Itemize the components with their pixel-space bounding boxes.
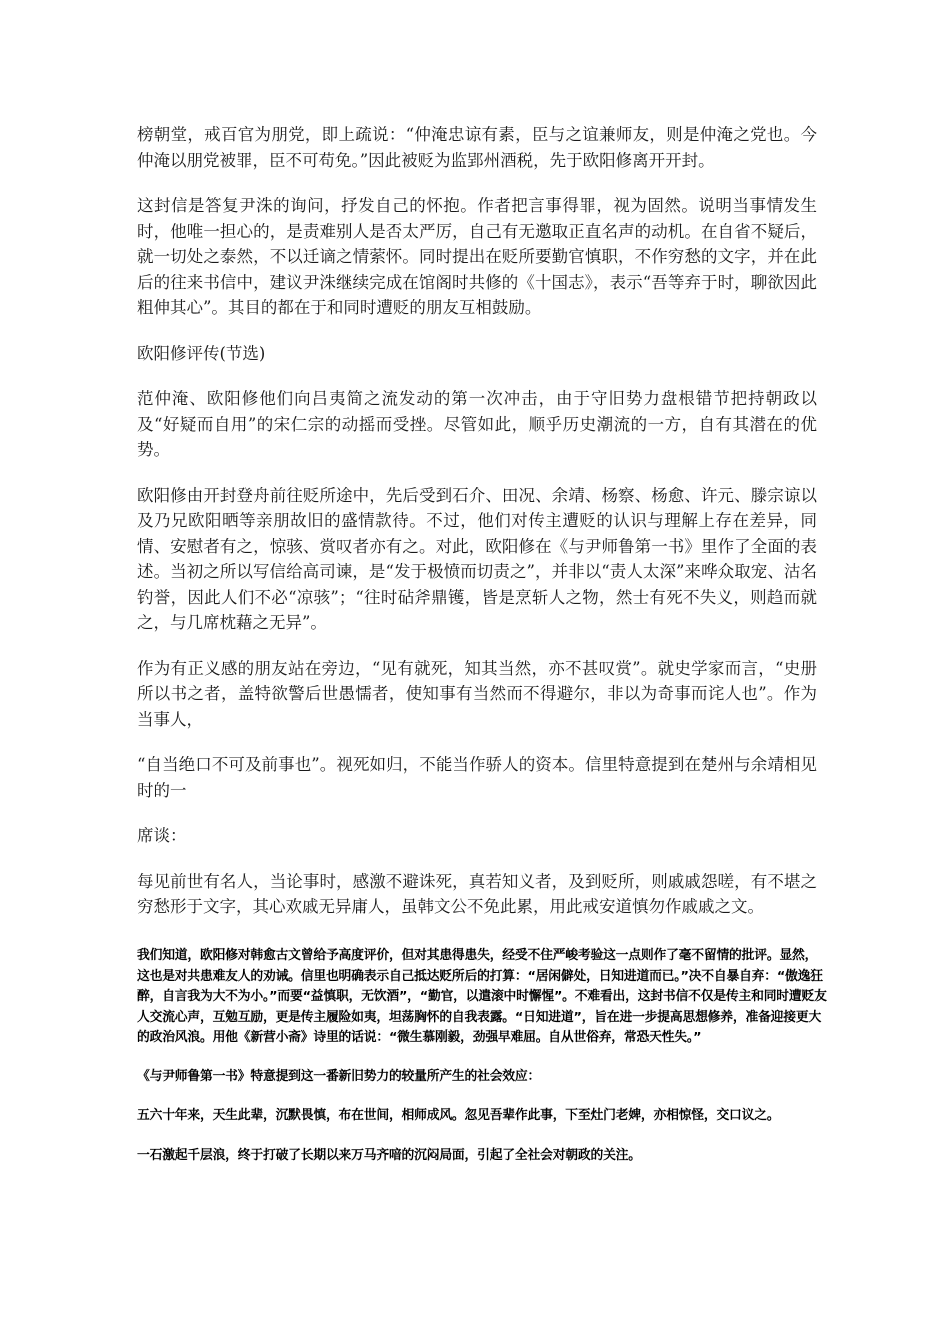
paragraph-3: 范仲淹、欧阳修他们向吕夷简之流发动的第一次冲击，由于守旧势力盘根错节把持朝政以及“好疑而自用”的宋仁宗的动摇而受挫。尽管如此，顺乎历史潮流的一方，自有其潜在的优势。	[137, 389, 817, 459]
paragraph-6: “自当绝口不可及前事也”。视死如归，不能当作骄人的资本。信里特意提到在楚州与余靖相见时的一	[137, 755, 817, 800]
scanned-paragraph-2: 《与尹师鲁第一书》特意提到这一番新旧势力的较量所产生的社会效应：	[137, 1068, 541, 1084]
scanned-text-block	[137, 946, 827, 1184]
paragraph-4: 欧阳修由开封登舟前往贬所途中，先后受到石介、田况、余靖、杨察、杨愈、许元、滕宗谅以及乃兄欧阳晒等亲朋故旧的盛情款待。不过，他们对传主遭贬的认识与理解上存在差异，同情、安慰者有之，惊骇、赏叹者亦有之。对此，欧阳修在《与尹师鲁第一书》里作了全面的表述。当初之所以写信给高司谏，是“发于极愤而切责之”，并非以“责人太深”来哗众取宠、沽名钓誉，因此人们不必“凉骇”；“往时砧斧鼎镬，皆是烹斩人之物，然士有死不失义，则趋而就之，与几席枕藉之无异”。	[137, 485, 817, 632]
scanned-paragraph-3: 五六十年来，天生此辈，沉默畏慎，布在世间，相师成风。忽见吾辈作此事，下至灶门老婢，亦相惊怪，交口议之。	[137, 1108, 780, 1123]
paragraph-5: 作为有正义感的朋友站在旁边，“见有就死，知其当然，亦不甚叹赏”。就史学家而言，“史册所以书之者，盖特欲警后世愚懦者，使知事有当然而不得避尔，非以为奇事而诧人也”。作为当事人，	[137, 658, 817, 729]
paragraph-7: 席谈：	[137, 826, 187, 845]
paragraph-2: 这封信是答复尹洙的询问，抒发自己的怀抱。作者把言事得罪，视为固然。说明当事情发生时，他唯一担心的，是责难别人是否太严厉，自己有无邀取正直名声的动机。在自省不疑后，就一切处之泰然，不以迁谪之情萦怀。同时提出在贬所要勤官慎职，不作穷愁的文字，并在此后的往来书信中，建议尹洙继续完成在馆阁时共修的《十国志》，表示“吾等弃于时，聊欲因此粗伸其心”。其目的都在于和同时遭贬的朋友互相鼓励。	[137, 196, 817, 317]
paragraph-8: 每见前世有名人，当论事时，感激不避诛死，真若知义者，及到贬所，则戚戚怨嗟，有不堪之穷愁形于文字，其心欢戚无异庸人，虽韩文公不免此累，用此戒安道慎勿作戚戚之文。	[137, 871, 817, 916]
paragraph-1: 榜朝堂，戒百官为朋党，即上疏说：“仲淹忠谅有素，臣与之谊兼师友，则是仲淹之党也。今仲淹以朋党被罪，臣不可苟免。”因此被贬为监郢州酒税，先于欧阳修离开开封。	[137, 125, 817, 170]
document-body	[137, 122, 817, 940]
section-heading: 欧阳修评传(节选)	[137, 343, 266, 363]
scanned-paragraph-4: 一石激起千层浪，终于打破了长期以来万马齐喑的沉闷局面，引起了全社会对朝政的关注。	[137, 1147, 641, 1163]
scanned-paragraph-1: 我们知道，欧阳修对韩愈古文曾给予高度评价，但对其患得患失，经受不住严峻考验这一点则作了毫不留情的批评。显然，这也是对共患难友人的劝诫。信里也明确表示自己抵达贬所后的打算：“居闲僻处，日知进道而已。”决不自暴自弃：“傲逸狂醉，自言我为大不为小。”而要“益慎职，无饮酒”，“勤官，以遣滚中时懈惺”。不难看出，这封书信不仅是传主和同时遭贬友人交流心声，互勉互励，更是传主履险如夷，坦荡胸怀的自我表露。“日知进道”，旨在进一步提高思想修养，准备迎接更大的政治风浪。用他《新营小斋》诗里的话说：“微生慕刚毅，劲强早难屈。自从世俗弃，常恐天性失。”	[137, 948, 827, 1045]
